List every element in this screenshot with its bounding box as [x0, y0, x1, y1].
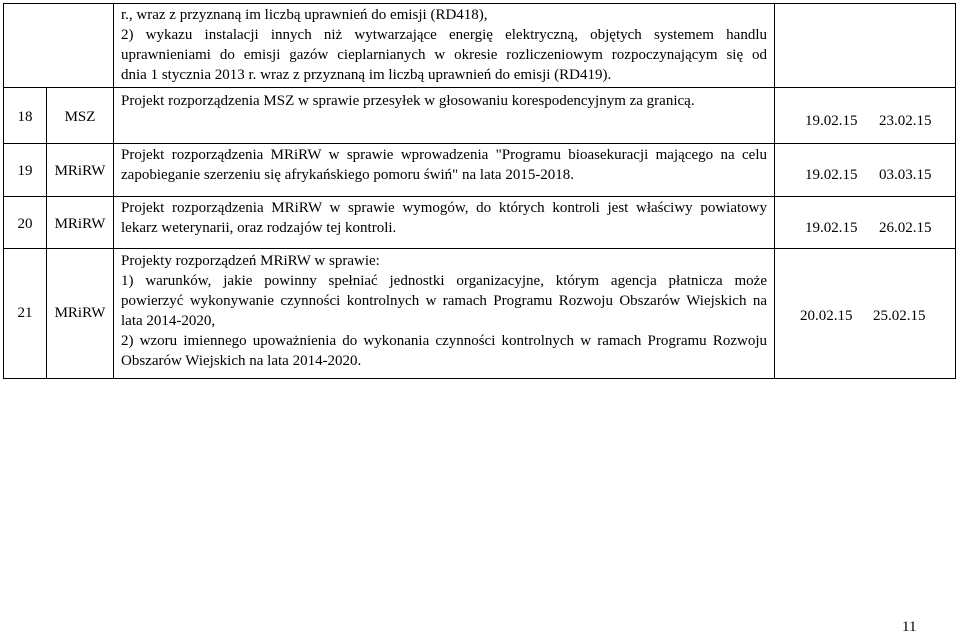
- document-table: [3, 3, 956, 379]
- row-date-deadline: 03.03.15: [879, 167, 932, 183]
- text-line: lekarz weterynarii, oraz rodzajów tej kontroli.: [121, 220, 397, 236]
- text-line: r., wraz z przyznaną im liczbą uprawnień do emisji (RD418),: [121, 7, 488, 23]
- row-date-deadline: 23.02.15: [879, 113, 932, 129]
- row-divider: [3, 143, 956, 144]
- row-organization: MRiRW: [54, 163, 106, 179]
- row-number: 21: [17, 305, 33, 321]
- text-line: Obszarów Wiejskich na lata 2014-2020.: [121, 353, 362, 369]
- row-number: 18: [17, 109, 33, 125]
- row-date-received: 20.02.15: [800, 308, 853, 324]
- row-date-deadline: 26.02.15: [879, 220, 932, 236]
- row-number: 19: [17, 163, 33, 179]
- row-divider: [3, 87, 956, 88]
- table-top-border: [3, 3, 956, 4]
- text-line: 1) warunków, jakie powinny spełniać jednostki organizacyjne, którym agencja płatnicza może: [121, 273, 767, 289]
- row-date-received: 19.02.15: [805, 167, 858, 183]
- column-divider: [774, 3, 775, 379]
- row-description: [121, 91, 767, 111]
- text-line: 2) wykazu instalacji innych niż wytwarzające energię elektryczną, objętych systemem handlu: [121, 27, 767, 43]
- column-divider: [113, 3, 114, 379]
- page-number: 11: [902, 619, 917, 635]
- row-organization: MRiRW: [54, 305, 106, 321]
- text-line: uprawnieniami do emisji gazów cieplarnianych w okresie rozliczeniowym rozpoczynającym się od: [121, 47, 767, 63]
- continuation-text: [121, 5, 767, 85]
- text-line: dnia 1 stycznia 2013 r. wraz z przyznaną im liczbą uprawnień do emisji (RD419).: [121, 67, 612, 83]
- row-organization: MRiRW: [54, 216, 106, 232]
- text-line: Projekt rozporządzenia MSZ w sprawie przesyłek w głosowaniu korespodencyjnym za granicą.: [121, 93, 695, 109]
- row-number: 20: [17, 216, 33, 232]
- row-date-deadline: 25.02.15: [873, 308, 926, 324]
- text-line: powierzyć wykonywanie czynności kontrolnych w ramach Programu Rozwoju Obszarów Wiejskich na: [121, 293, 767, 309]
- text-line: zapobieganie szerzeniu się afrykańskiego pomoru świń" na lata 2015-2018.: [121, 167, 575, 183]
- row-organization: MSZ: [64, 109, 96, 125]
- row-description: [121, 198, 767, 238]
- row-date-received: 19.02.15: [805, 220, 858, 236]
- text-line: lata 2014-2020,: [121, 313, 216, 329]
- text-line: 2) wzoru imiennego upoważnienia do wykonania czynności kontrolnych w ramach Programu Rozwoju: [121, 333, 767, 349]
- table-bottom-border: [3, 378, 956, 379]
- column-divider: [955, 3, 956, 379]
- text-line: Projekt rozporządzenia MRiRW w sprawie wymogów, do których kontroli jest właściwy powiatowy: [121, 200, 767, 216]
- text-line: Projekt rozporządzenia MRiRW w sprawie wprowadzenia "Programu bioasekuracji mającego na celu: [121, 147, 767, 163]
- row-divider: [3, 248, 956, 249]
- row-description: [121, 251, 767, 371]
- text-line: Projekty rozporządzeń MRiRW w sprawie:: [121, 253, 380, 269]
- row-description: [121, 145, 767, 185]
- row-date-received: 19.02.15: [805, 113, 858, 129]
- row-divider: [3, 196, 956, 197]
